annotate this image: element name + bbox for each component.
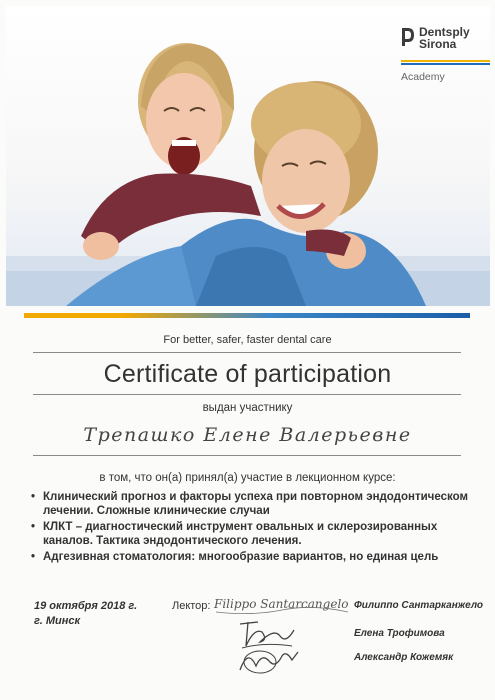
divider-recipient: [33, 455, 461, 456]
issued-to-label: выдан участнику: [202, 402, 293, 414]
course-intro: в том, что он(а) принял(а) участие в лекционном курсе:: [99, 472, 396, 484]
brand-name: Dentsply Sirona: [419, 25, 470, 51]
lecturer-signature-3: [236, 644, 306, 676]
course-topic: • Клинический прогноз и факторы успеха при повторном эндодонтическом лечении. Сложные клинические случаи: [31, 491, 468, 517]
lecturer-name-1: Филиппо Сантарканжело: [354, 600, 484, 611]
lecturer-label: Лектор:: [172, 600, 211, 612]
logo-rule-blue: [401, 63, 490, 65]
certificate-title: Certificate of participation: [103, 360, 392, 388]
lecturer-signature-1: [212, 590, 350, 618]
course-topic: • КЛКТ – диагностический инструмент овальных и склерозированных каналов. Тактика эндодонтического лечения.: [31, 521, 438, 547]
course-topic: • Адгезивная стоматология: многообразие вариантов, но единая цель: [31, 551, 439, 563]
dentsply-logo-icon: [399, 26, 415, 48]
logo-rule-gold: [401, 60, 490, 62]
brand-stripe: [24, 313, 470, 318]
lecturer-name-2: Елена Трофимова: [354, 628, 445, 639]
recipient-name: Трепашко Елене Валерьевне: [83, 424, 412, 446]
issue-date: 19 октября 2018 г.: [34, 600, 138, 612]
brand-academy: Academy: [401, 71, 445, 83]
course-topics: [31, 490, 471, 566]
issue-date-block: [34, 599, 137, 629]
dentsply-sirona-logo: [399, 26, 490, 96]
header-photo: [6, 6, 490, 306]
divider-title: [33, 394, 461, 395]
svg-text:Filippo Santarcangelo: Filippo Santarcangelo: [214, 597, 349, 611]
tagline: For better, safer, faster dental care: [163, 334, 332, 346]
lecturer-name-3: Александр Кожемяк: [354, 652, 454, 663]
divider-top: [33, 352, 461, 353]
issue-city: г. Минск: [34, 615, 81, 627]
